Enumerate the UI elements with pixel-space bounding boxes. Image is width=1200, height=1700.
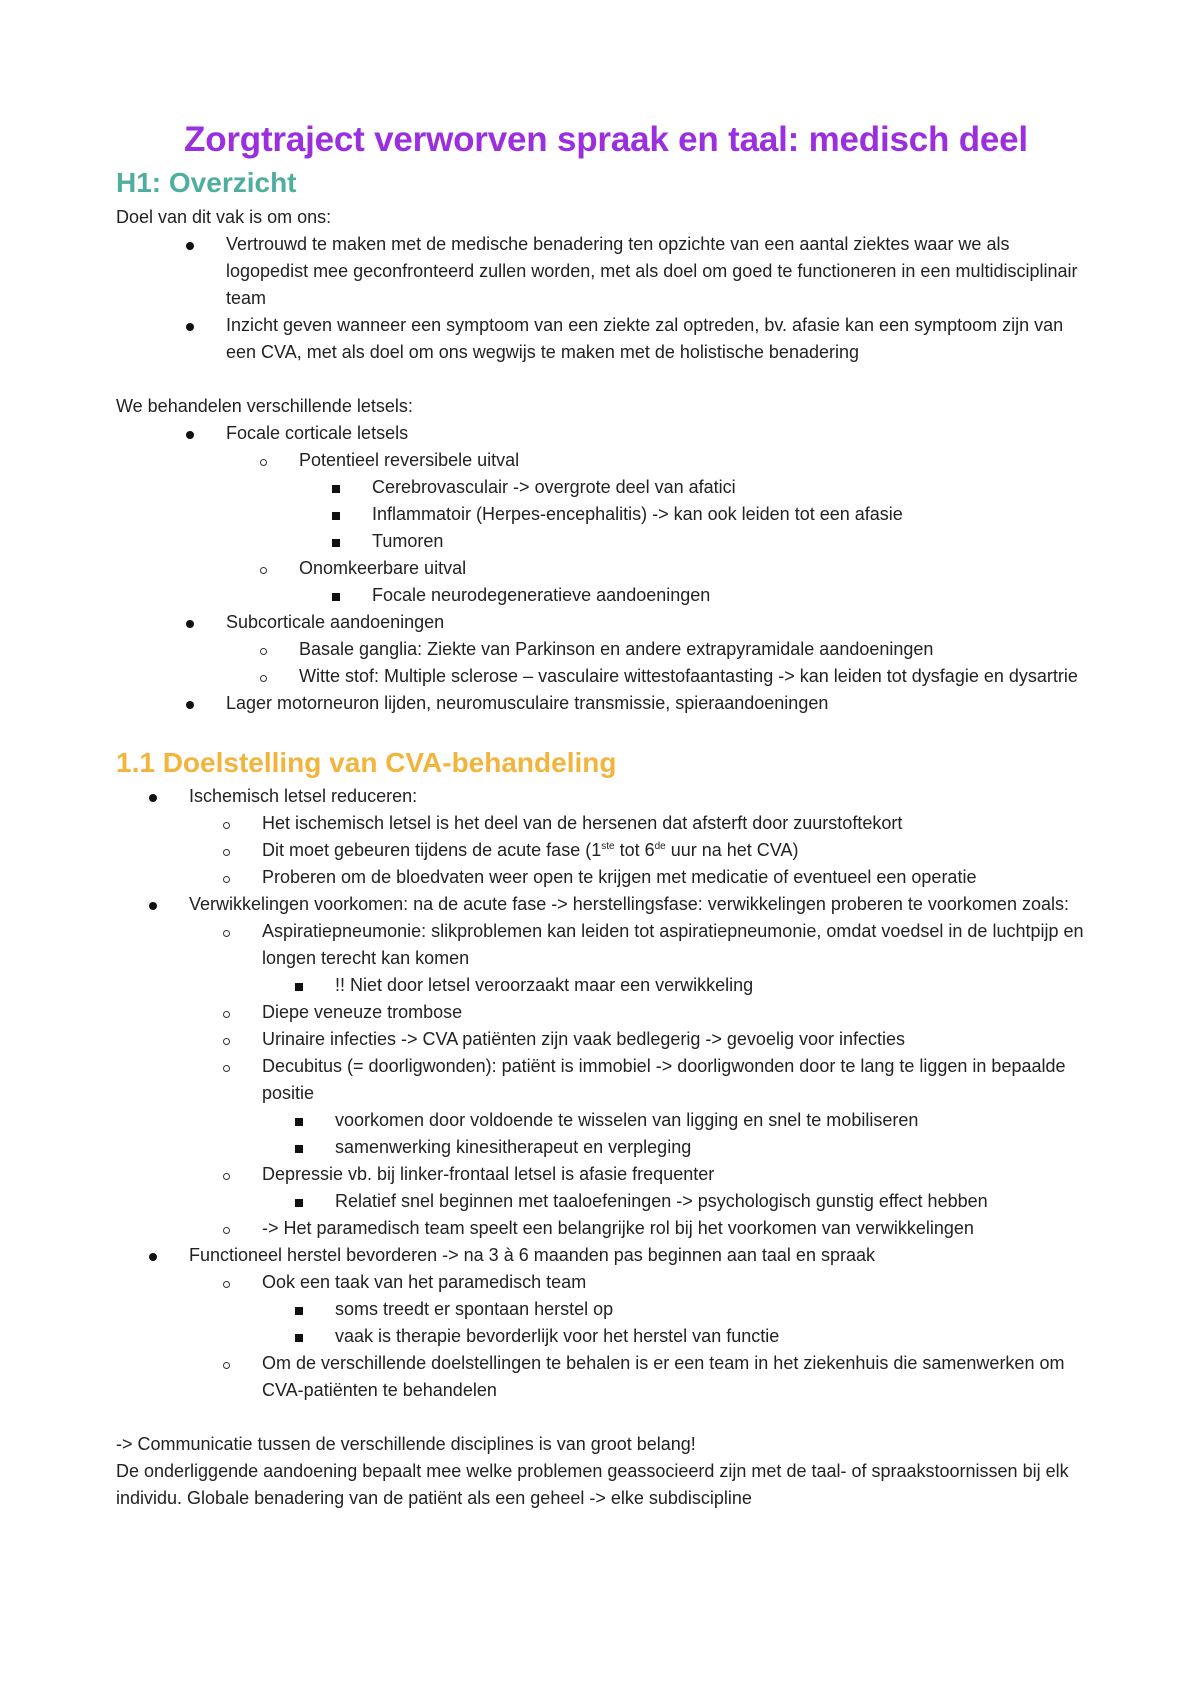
goals-list xyxy=(116,231,1096,366)
list-item: Ook een taak van het paramedisch team xyxy=(116,1269,1096,1296)
bullet-square-icon xyxy=(289,1107,309,1134)
closing-line-2: De onderliggende aandoening bepaalt mee welke problemen geassocieerd zijn met de taal- of spraakstoornissen bij elk individu. Globale benadering van de patiënt als een geheel -> elke subdiscipline xyxy=(116,1461,1069,1508)
list-item: Proberen om de bloedvaten weer open te krijgen met medicatie of eventueel een operatie xyxy=(116,864,1096,891)
list-item: Decubitus (= doorligwonden): patiënt is immobiel -> doorligwonden door te lang te liggen in bepaalde positie xyxy=(116,1053,1096,1107)
list-item: Focale corticale letsels xyxy=(116,420,1096,447)
bullet-square-icon xyxy=(326,528,346,555)
list-item: Focale neurodegeneratieve aandoeningen xyxy=(116,582,1096,609)
bullet-dot-icon xyxy=(143,1242,163,1269)
bullet-ring-icon xyxy=(216,1350,236,1377)
bullet-ring-icon xyxy=(216,1215,236,1242)
list-item: Het ischemisch letsel is het deel van de hersenen dat afsterft door zuurstoftekort xyxy=(116,810,1096,837)
list-item: !! Niet door letsel veroorzaakt maar een verwikkeling xyxy=(116,972,1096,999)
bullet-ring-icon xyxy=(216,1161,236,1188)
list-item: Functioneel herstel bevorderen -> na 3 à 6 maanden pas beginnen aan taal en spraak xyxy=(116,1242,1096,1269)
document-title: Zorgtraject verworven spraak en taal: medisch deel xyxy=(184,120,1028,159)
list-item: samenwerking kinesitherapeut en verpleging xyxy=(116,1134,1096,1161)
letsels-intro: We behandelen verschillende letsels: xyxy=(116,396,413,416)
list-item: vaak is therapie bevorderlijk voor het herstel van functie xyxy=(116,1323,1096,1350)
bullet-dot-icon xyxy=(143,783,163,810)
bullet-ring-icon xyxy=(253,447,273,474)
bullet-ring-icon xyxy=(216,1026,236,1053)
section-heading-overzicht: H1: Overzicht xyxy=(116,167,297,198)
bullet-ring-icon xyxy=(216,837,236,864)
list-item: Depressie vb. bij linker-frontaal letsel is afasie frequenter xyxy=(116,1161,1096,1188)
list-item: Lager motorneuron lijden, neuromusculaire transmissie, spieraandoeningen xyxy=(116,690,1096,717)
bullet-dot-icon xyxy=(180,312,200,339)
bullet-dot-icon xyxy=(180,231,200,258)
list-item: Urinaire infecties -> CVA patiënten zijn vaak bedlegerig -> gevoelig voor infecties xyxy=(116,1026,1096,1053)
list-item: -> Het paramedisch team speelt een belangrijke rol bij het voorkomen van verwikkelingen xyxy=(116,1215,1096,1242)
list-item: Cerebrovasculair -> overgrote deel van afatici xyxy=(116,474,1096,501)
list-item: Witte stof: Multiple sclerose – vasculaire wittestofaantasting -> kan leiden tot dysfagie en dysartrie xyxy=(116,663,1096,690)
list-item: Om de verschillende doelstellingen te behalen is er een team in het ziekenhuis die samenwerken om CVA-patiënten te behandelen xyxy=(116,1350,1096,1404)
bullet-square-icon xyxy=(289,1323,309,1350)
list-item: Diepe veneuze trombose xyxy=(116,999,1096,1026)
list-item: voorkomen door voldoende te wisselen van ligging en snel te mobiliseren xyxy=(116,1107,1096,1134)
bullet-ring-icon xyxy=(253,636,273,663)
bullet-ring-icon xyxy=(253,555,273,582)
bullet-square-icon xyxy=(326,582,346,609)
bullet-square-icon xyxy=(289,1134,309,1161)
intro-text: Doel van dit vak is om ons: xyxy=(116,207,332,227)
list-item: Onomkeerbare uitval xyxy=(116,555,1096,582)
list-item: Potentieel reversibele uitval xyxy=(116,447,1096,474)
bullet-ring-icon xyxy=(253,663,273,690)
list-item: Verwikkelingen voorkomen: na de acute fase -> herstellingsfase: verwikkelingen proberen te voorkomen zoals: xyxy=(116,891,1096,918)
bullet-ring-icon xyxy=(216,864,236,891)
bullet-square-icon xyxy=(289,1296,309,1323)
bullet-dot-icon xyxy=(180,609,200,636)
bullet-square-icon xyxy=(326,501,346,528)
bullet-square-icon xyxy=(289,1188,309,1215)
list-item: Dit moet gebeuren tijdens de acute fase (1ste tot 6de uur na het CVA) xyxy=(116,837,1096,864)
doelstelling-list xyxy=(116,783,1096,1404)
bullet-ring-icon xyxy=(216,810,236,837)
document-page xyxy=(116,118,1096,1512)
section-heading-doelstelling: 1.1 Doelstelling van CVA-behandeling xyxy=(116,747,617,778)
letsels-list xyxy=(116,420,1096,717)
bullet-dot-icon xyxy=(180,420,200,447)
bullet-square-icon xyxy=(289,972,309,999)
bullet-ring-icon xyxy=(216,1053,236,1080)
list-item: Inflammatoir (Herpes-encephalitis) -> kan ook leiden tot een afasie xyxy=(116,501,1096,528)
list-item: Tumoren xyxy=(116,528,1096,555)
list-item: Aspiratiepneumonie: slikproblemen kan leiden tot aspiratiepneumonie, omdat voedsel in de luchtpijp en longen terecht kan komen xyxy=(116,918,1096,972)
list-item: Subcorticale aandoeningen xyxy=(116,609,1096,636)
bullet-ring-icon xyxy=(216,999,236,1026)
list-item: Vertrouwd te maken met de medische benadering ten opzichte van een aantal ziektes waar we als logopedist mee geconfronteerd zullen worden, met als doel om goed te functioneren in een multidisciplinair team xyxy=(116,231,1096,312)
list-item: Relatief snel beginnen met taaloefeningen -> psychologisch gunstig effect hebben xyxy=(116,1188,1096,1215)
list-item: Inzicht geven wanneer een symptoom van een ziekte zal optreden, bv. afasie kan een symptoom zijn van een CVA, met als doel om ons wegwijs te maken met de holistische benadering xyxy=(116,312,1096,366)
bullet-ring-icon xyxy=(216,1269,236,1296)
bullet-dot-icon xyxy=(143,891,163,918)
closing-line-1: -> Communicatie tussen de verschillende disciplines is van groot belang! xyxy=(116,1434,696,1454)
bullet-ring-icon xyxy=(216,918,236,945)
list-item: soms treedt er spontaan herstel op xyxy=(116,1296,1096,1323)
list-item: Basale ganglia: Ziekte van Parkinson en andere extrapyramidale aandoeningen xyxy=(116,636,1096,663)
bullet-square-icon xyxy=(326,474,346,501)
list-item: Ischemisch letsel reduceren: xyxy=(116,783,1096,810)
bullet-dot-icon xyxy=(180,690,200,717)
